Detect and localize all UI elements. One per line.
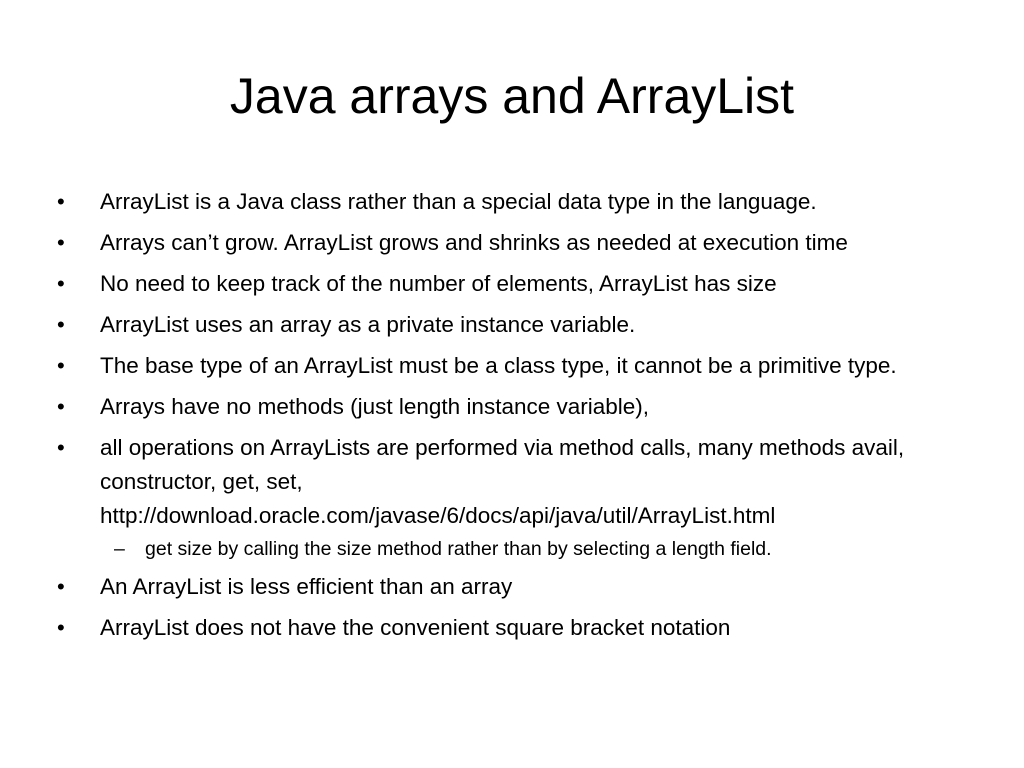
list-item [57, 267, 987, 301]
bullet-text: ArrayList uses an array as a private instance variable. [100, 312, 636, 337]
bullet-text: Arrays can’t grow. ArrayList grows and shrinks as needed at execution time [100, 230, 848, 255]
bullet-icon: • [57, 574, 65, 599]
bullet-list [57, 185, 987, 652]
list-item [57, 570, 987, 604]
bullet-icon: • [57, 615, 65, 640]
list-item [57, 185, 987, 219]
bullet-text: ArrayList does not have the convenient square bracket notation [100, 615, 731, 640]
bullet-icon: • [57, 189, 65, 214]
bullet-icon: • [57, 394, 65, 419]
bullet-text: ArrayList is a Java class rather than a special data type in the language. [100, 189, 817, 214]
dash-icon: – [114, 538, 125, 560]
list-item [57, 611, 987, 645]
sub-bullet-text: get size by calling the size method rather than by selecting a length field. [145, 538, 772, 560]
bullet-icon: • [57, 435, 65, 460]
bullet-text: all operations on ArrayLists are performed via method calls, many methods avail, constructor, get, set, http://download.oracle.com/javase/6/docs/api/java/util/ArrayList.html [100, 435, 905, 528]
sub-list-item [57, 536, 987, 562]
list-item [57, 226, 987, 260]
bullet-text: Arrays have no methods (just length instance variable), [100, 394, 650, 419]
bullet-text: The base type of an ArrayList must be a class type, it cannot be a primitive type. [100, 353, 897, 378]
list-item [57, 349, 987, 383]
bullet-icon: • [57, 312, 65, 337]
bullet-text: No need to keep track of the number of elements, ArrayList has size [100, 271, 777, 296]
slide-title: Java arrays and ArrayList [229, 68, 795, 124]
bullet-icon: • [57, 353, 65, 378]
bullet-icon: • [57, 230, 65, 255]
bullet-icon: • [57, 271, 65, 296]
bullet-text: An ArrayList is less efficient than an array [100, 574, 513, 599]
list-item [57, 308, 987, 342]
list-item [57, 390, 987, 424]
list-item [57, 431, 987, 533]
